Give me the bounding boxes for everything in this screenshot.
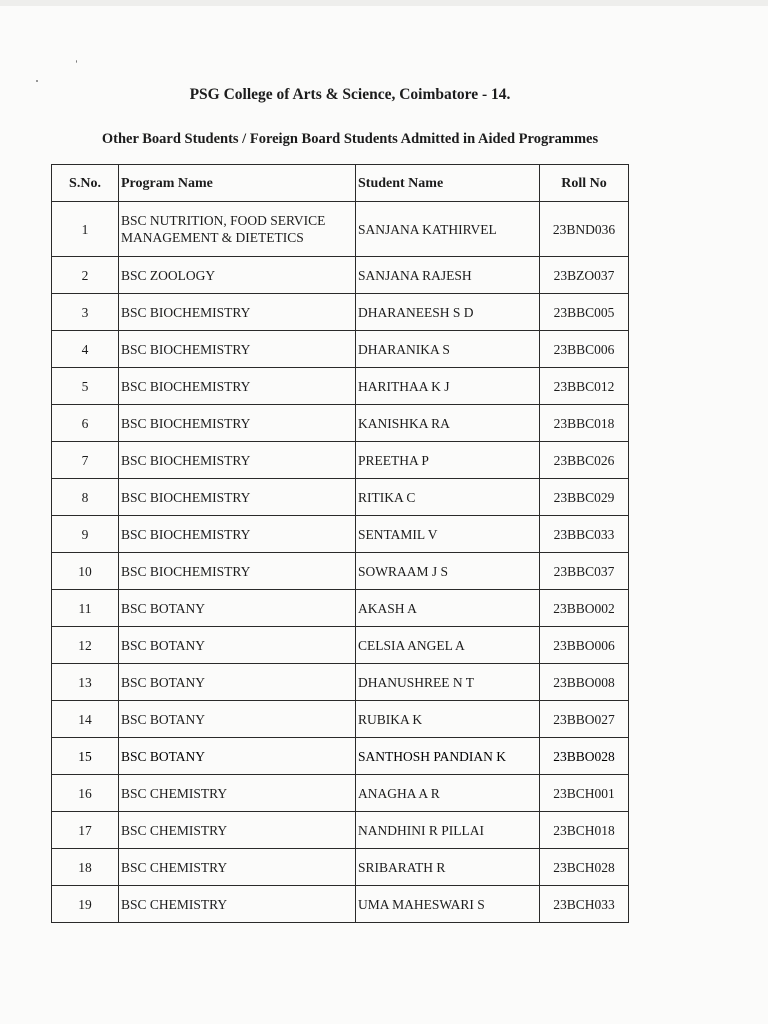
cell-program: BSC CHEMISTRY bbox=[119, 849, 356, 886]
cell-roll-no: 23BBO002 bbox=[540, 590, 629, 627]
cell-student-name: AKASH A bbox=[356, 590, 540, 627]
cell-student-name: RUBIKA K bbox=[356, 701, 540, 738]
cell-program: BSC BIOCHEMISTRY bbox=[119, 294, 356, 331]
cell-roll-no: 23BND036 bbox=[540, 202, 629, 257]
cell-roll-no: 23BBC005 bbox=[540, 294, 629, 331]
cell-roll-no: 23BBO006 bbox=[540, 627, 629, 664]
cell-program: BSC ZOOLOGY bbox=[119, 257, 356, 294]
table-row bbox=[52, 849, 629, 886]
cell-program: BSC CHEMISTRY bbox=[119, 886, 356, 923]
column-header-roll: Roll No bbox=[540, 165, 629, 202]
cell-student-name: SANJANA KATHIRVEL bbox=[356, 202, 540, 257]
college-title: PSG College of Arts & Science, Coimbatore - 14. bbox=[189, 86, 511, 103]
cell-program: BSC BIOCHEMISTRY bbox=[119, 516, 356, 553]
cell-program: BSC BOTANY bbox=[119, 590, 356, 627]
cell-sno: 17 bbox=[52, 812, 119, 849]
table-row bbox=[52, 553, 629, 590]
table-row bbox=[52, 479, 629, 516]
cell-student-name: SENTAMIL V bbox=[356, 516, 540, 553]
cell-sno: 13 bbox=[52, 664, 119, 701]
cell-student-name: ANAGHA A R bbox=[356, 775, 540, 812]
table-row bbox=[52, 664, 629, 701]
cell-sno: 12 bbox=[52, 627, 119, 664]
cell-program: BSC BIOCHEMISTRY bbox=[119, 442, 356, 479]
table-row bbox=[52, 775, 629, 812]
cell-student-name: SOWRAAM J S bbox=[356, 553, 540, 590]
table-row bbox=[52, 294, 629, 331]
table-row bbox=[52, 738, 629, 775]
cell-sno: 19 bbox=[52, 886, 119, 923]
table-row bbox=[52, 331, 629, 368]
cell-roll-no: 23BBO008 bbox=[540, 664, 629, 701]
table-row bbox=[52, 442, 629, 479]
cell-student-name: SANJANA RAJESH bbox=[356, 257, 540, 294]
table-row bbox=[52, 257, 629, 294]
cell-roll-no: 23BCH001 bbox=[540, 775, 629, 812]
cell-roll-no: 23BBO027 bbox=[540, 701, 629, 738]
column-header-sno: S.No. bbox=[52, 165, 119, 202]
cell-program: BSC CHEMISTRY bbox=[119, 812, 356, 849]
cell-sno: 5 bbox=[52, 368, 119, 405]
cell-program: BSC BOTANY bbox=[119, 627, 356, 664]
scan-speck bbox=[76, 60, 77, 63]
column-header-student: Student Name bbox=[356, 165, 540, 202]
cell-sno: 15 bbox=[52, 738, 119, 775]
document-subtitle: Other Board Students / Foreign Board Students Admitted in Aided Programmes bbox=[101, 131, 599, 147]
cell-roll-no: 23BBC037 bbox=[540, 553, 629, 590]
admissions-table bbox=[51, 164, 629, 923]
scan-top-edge bbox=[0, 0, 768, 6]
cell-program: BSC CHEMISTRY bbox=[119, 775, 356, 812]
table-row bbox=[52, 701, 629, 738]
table-row bbox=[52, 812, 629, 849]
cell-student-name: PREETHA P bbox=[356, 442, 540, 479]
cell-roll-no: 23BCH033 bbox=[540, 886, 629, 923]
cell-sno: 4 bbox=[52, 331, 119, 368]
cell-sno: 2 bbox=[52, 257, 119, 294]
table-header-row bbox=[52, 165, 629, 202]
cell-sno: 7 bbox=[52, 442, 119, 479]
cell-roll-no: 23BBC026 bbox=[540, 442, 629, 479]
cell-program: BSC BIOCHEMISTRY bbox=[119, 331, 356, 368]
cell-roll-no: 23BBC006 bbox=[540, 331, 629, 368]
table-row bbox=[52, 202, 629, 257]
cell-student-name: RITIKA C bbox=[356, 479, 540, 516]
table-row bbox=[52, 590, 629, 627]
table-row bbox=[52, 405, 629, 442]
cell-program: BSC BIOCHEMISTRY bbox=[119, 479, 356, 516]
cell-sno: 16 bbox=[52, 775, 119, 812]
cell-roll-no: 23BBC029 bbox=[540, 479, 629, 516]
cell-student-name: HARITHAA K J bbox=[356, 368, 540, 405]
cell-sno: 9 bbox=[52, 516, 119, 553]
cell-roll-no: 23BBC033 bbox=[540, 516, 629, 553]
cell-sno: 1 bbox=[52, 202, 119, 257]
cell-sno: 10 bbox=[52, 553, 119, 590]
cell-roll-no: 23BBO028 bbox=[540, 738, 629, 775]
cell-roll-no: 23BBC018 bbox=[540, 405, 629, 442]
scan-speck bbox=[36, 80, 38, 82]
cell-student-name: CELSIA ANGEL A bbox=[356, 627, 540, 664]
cell-student-name: SANTHOSH PANDIAN K bbox=[356, 738, 540, 775]
cell-student-name: SRIBARATH R bbox=[356, 849, 540, 886]
cell-sno: 14 bbox=[52, 701, 119, 738]
cell-program: BSC BIOCHEMISTRY bbox=[119, 405, 356, 442]
cell-student-name: DHARANIKA S bbox=[356, 331, 540, 368]
cell-sno: 3 bbox=[52, 294, 119, 331]
table-row bbox=[52, 627, 629, 664]
cell-program: BSC NUTRITION, FOOD SERVICE MANAGEMENT & DIETETICS bbox=[119, 202, 356, 257]
cell-program: BSC BOTANY bbox=[119, 664, 356, 701]
table-row bbox=[52, 368, 629, 405]
cell-roll-no: 23BCH028 bbox=[540, 849, 629, 886]
cell-sno: 18 bbox=[52, 849, 119, 886]
column-header-program: Program Name bbox=[119, 165, 356, 202]
cell-student-name: NANDHINI R PILLAI bbox=[356, 812, 540, 849]
table-row bbox=[52, 516, 629, 553]
cell-program: BSC BOTANY bbox=[119, 701, 356, 738]
cell-sno: 6 bbox=[52, 405, 119, 442]
cell-roll-no: 23BZO037 bbox=[540, 257, 629, 294]
cell-roll-no: 23BBC012 bbox=[540, 368, 629, 405]
cell-student-name: KANISHKA RA bbox=[356, 405, 540, 442]
table-row bbox=[52, 886, 629, 923]
cell-sno: 11 bbox=[52, 590, 119, 627]
cell-student-name: DHANUSHREE N T bbox=[356, 664, 540, 701]
cell-roll-no: 23BCH018 bbox=[540, 812, 629, 849]
cell-program: BSC BIOCHEMISTRY bbox=[119, 368, 356, 405]
cell-student-name: UMA MAHESWARI S bbox=[356, 886, 540, 923]
cell-program: BSC BOTANY bbox=[119, 738, 356, 775]
cell-program: BSC BIOCHEMISTRY bbox=[119, 553, 356, 590]
cell-student-name: DHARANEESH S D bbox=[356, 294, 540, 331]
cell-sno: 8 bbox=[52, 479, 119, 516]
